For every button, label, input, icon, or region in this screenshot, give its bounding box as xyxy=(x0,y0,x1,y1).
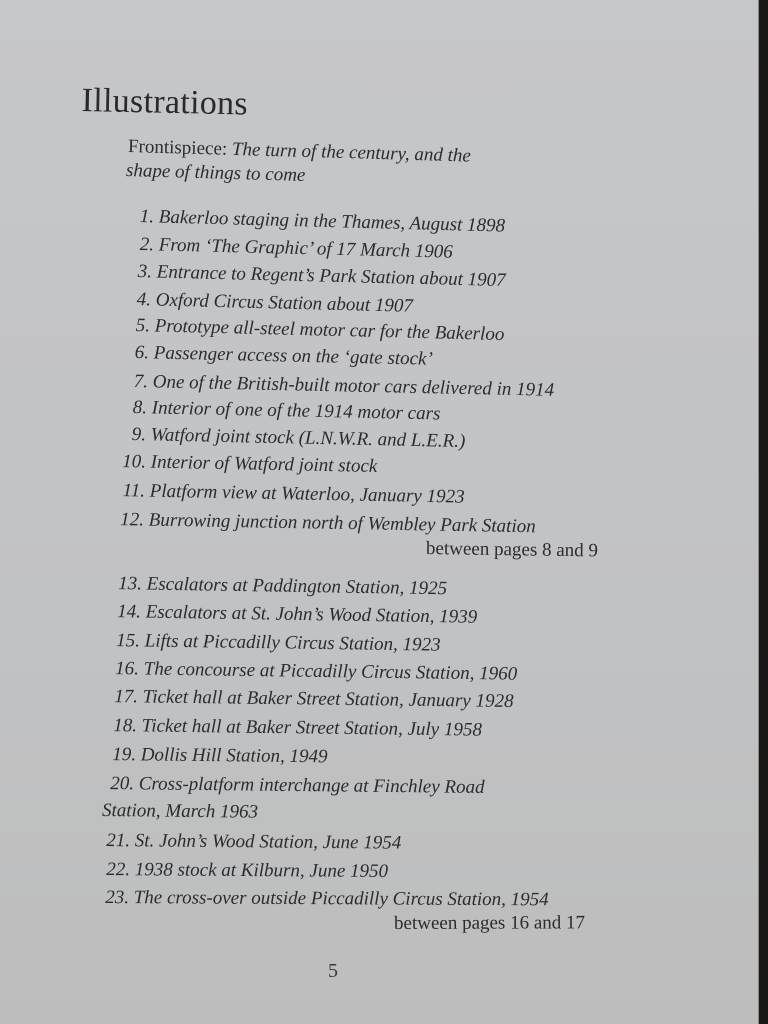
list-item xyxy=(110,630,441,657)
list-item xyxy=(112,573,447,600)
page-location-note: between pages 8 and 9 xyxy=(425,538,599,562)
item-text: Burrowing junction north of Wembley Park Station xyxy=(148,509,536,538)
list-item xyxy=(136,261,506,292)
item-text: Dollis Hill Station, 1949 xyxy=(140,744,328,768)
item-text: Watford joint stock (L.N.W.R. and L.E.R.) xyxy=(150,424,466,453)
list-item xyxy=(138,206,506,238)
item-number: 9. xyxy=(131,424,147,446)
item-number: 22. xyxy=(106,859,131,881)
item-text: Oxford Circus Station about 1907 xyxy=(155,289,414,317)
list-item xyxy=(116,509,536,538)
frontispiece-line-2: shape of things to come xyxy=(125,160,306,187)
item-number: 11. xyxy=(122,480,146,502)
item-number: 14. xyxy=(117,601,142,623)
list-item-continuation: Station, March 1963 xyxy=(101,800,259,823)
item-number: 19. xyxy=(112,744,137,766)
item-number: 20. xyxy=(110,773,135,795)
list-item xyxy=(133,342,433,371)
list-item xyxy=(131,397,441,425)
frontispiece-label: Frontispiece: xyxy=(127,136,228,160)
item-text: From ‘The Graphic’ of 17 March 1906 xyxy=(158,234,454,263)
list-item xyxy=(117,480,465,509)
list-item xyxy=(100,859,388,883)
item-number: 13. xyxy=(118,573,143,595)
item-text: One of the British-built motor cars delivered in 1914 xyxy=(152,371,555,401)
item-text: Prototype all-steel motor car for the Bakerloo xyxy=(154,315,505,346)
list-item xyxy=(106,744,328,768)
item-text: St. John’s Wood Station, June 1954 xyxy=(134,830,402,854)
list-item xyxy=(111,601,478,629)
list-item xyxy=(107,715,482,742)
item-number: 6. xyxy=(134,342,150,364)
list-item xyxy=(118,451,378,478)
item-number: 7. xyxy=(133,371,149,393)
item-text: Lifts at Piccadilly Circus Station, 1923 xyxy=(144,630,441,656)
list-item xyxy=(134,315,505,346)
page-location-note: between pages 16 and 17 xyxy=(393,912,586,934)
item-text: Ticket hall at Baker Street Station, January 1928 xyxy=(142,686,514,712)
item-number: 16. xyxy=(115,658,140,680)
item-number: 5. xyxy=(135,315,151,337)
item-text: Entrance to Regent’s Park Station about 1907 xyxy=(156,261,506,292)
frontispiece-text: The turn of the century, and the xyxy=(231,138,472,167)
item-text: 1938 stock at Kilburn, June 1950 xyxy=(134,859,389,883)
item-text: Platform view at Waterloo, January 1923 xyxy=(149,480,465,508)
item-text: The cross-over outside Piccadilly Circus Station, 1954 xyxy=(133,887,549,911)
item-text: Ticket hall at Baker Street Station, July 1958 xyxy=(141,715,483,741)
list-item xyxy=(100,830,401,855)
page-number: 5 xyxy=(328,960,338,982)
item-number: 8. xyxy=(132,397,148,419)
list-item xyxy=(108,686,514,713)
item-text: The concourse at Piccadilly Circus Station, 1960 xyxy=(143,658,518,685)
item-number: 12. xyxy=(120,509,145,531)
item-text: Escalators at St. John’s Wood Station, 1939 xyxy=(145,601,478,628)
page-title: Illustrations xyxy=(81,82,249,123)
list-item xyxy=(99,887,549,911)
list-item xyxy=(132,371,555,402)
item-text: Escalators at Paddington Station, 1925 xyxy=(146,573,448,600)
item-number: 2. xyxy=(139,234,155,256)
list-item xyxy=(138,234,453,264)
item-text: Cross-platform interchange at Finchley Road xyxy=(138,773,485,798)
item-number: 15. xyxy=(116,630,141,652)
list-item xyxy=(135,289,413,318)
item-number: 1. xyxy=(139,206,155,228)
item-number: 3. xyxy=(137,261,153,283)
list-item xyxy=(104,773,485,799)
item-number: 4. xyxy=(136,289,152,311)
item-text: Passenger access on the ‘gate stock’ xyxy=(153,342,434,370)
item-number: 23. xyxy=(105,887,130,909)
list-item xyxy=(109,658,517,686)
item-text: Interior of one of the 1914 motor cars xyxy=(151,397,441,425)
item-text: Interior of Watford joint stock xyxy=(150,451,378,477)
item-number: 17. xyxy=(114,686,139,708)
item-number: 18. xyxy=(113,715,138,737)
item-text: Bakerloo staging in the Thames, August 1898 xyxy=(158,206,506,237)
list-item xyxy=(130,424,466,453)
item-number: 21. xyxy=(106,830,131,852)
item-number: 10. xyxy=(122,451,147,473)
